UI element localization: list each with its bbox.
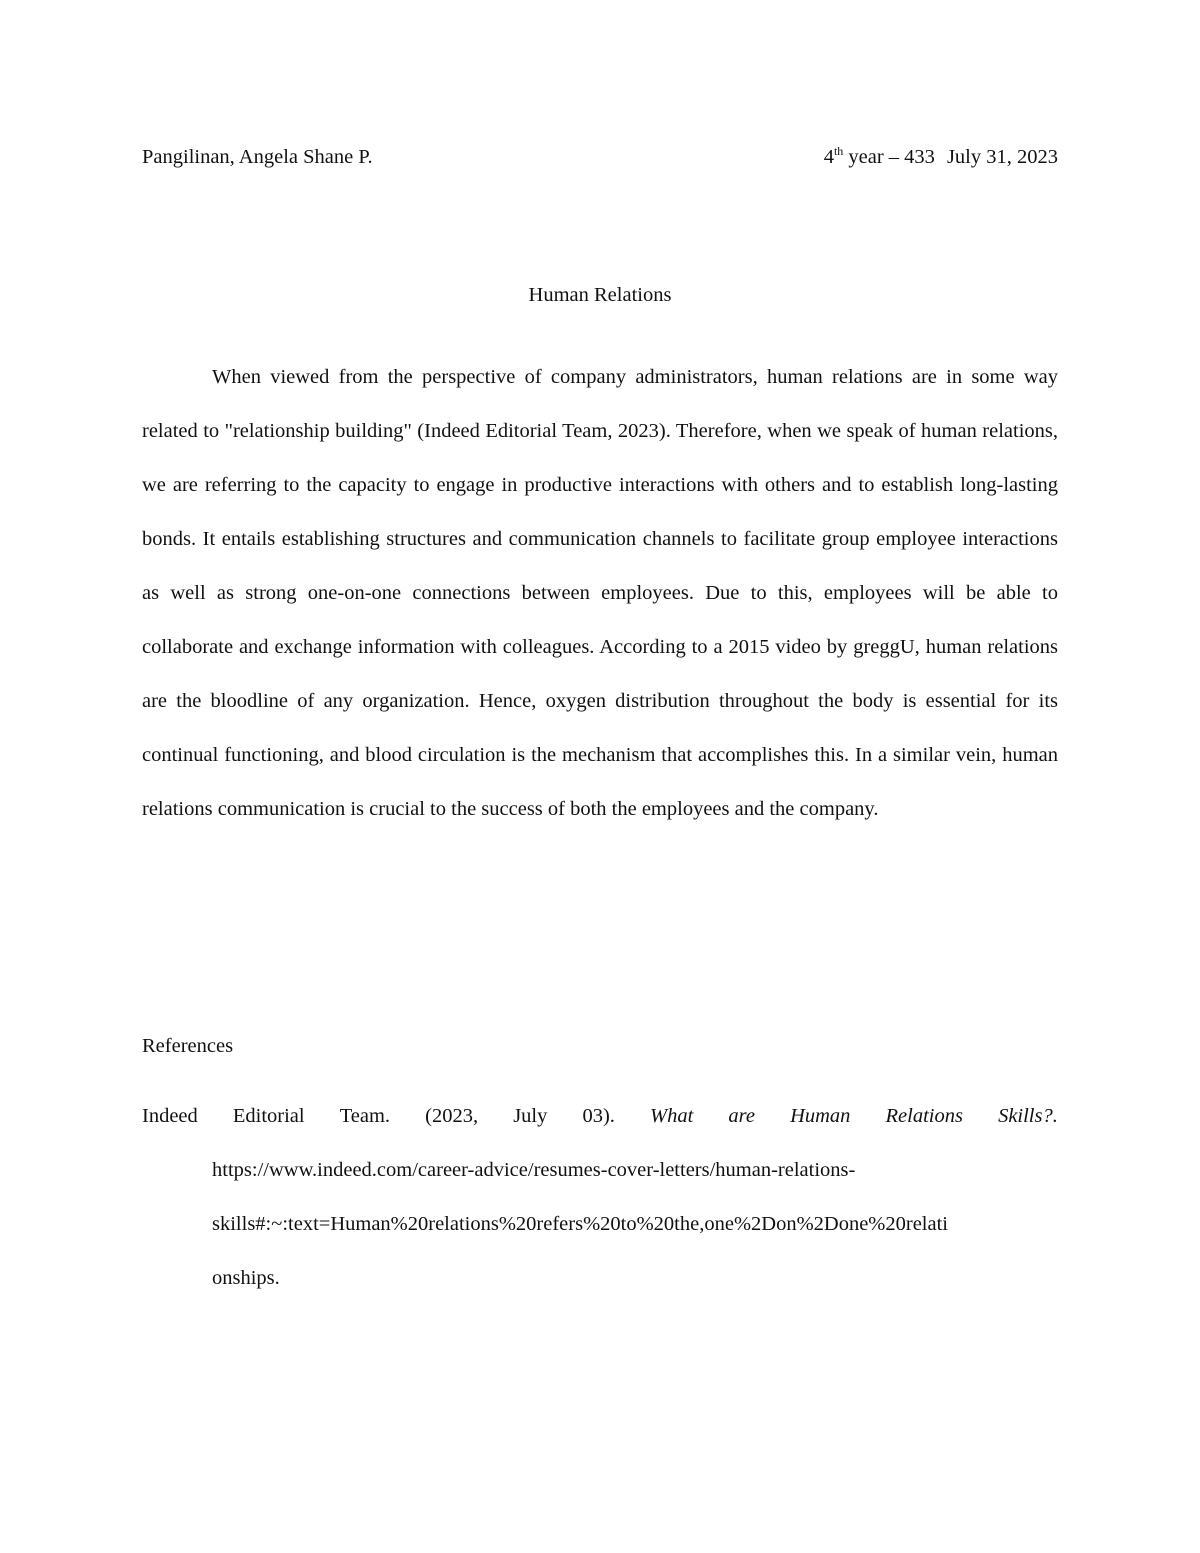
- ref-word: (2023,: [425, 1105, 479, 1127]
- references-heading: References: [142, 1035, 234, 1057]
- reference-url-line-1[interactable]: https://www.indeed.com/career-advice/resumes-cover-letters/human-relations-: [212, 1159, 856, 1181]
- year-number: 4: [823, 146, 834, 168]
- reference-url-line-3[interactable]: onships.: [212, 1267, 280, 1289]
- date: July 31, 2023: [946, 146, 1058, 168]
- header-right: [824, 142, 1058, 172]
- ref-word: Team.: [339, 1105, 391, 1127]
- year-section: year – 433: [843, 146, 935, 168]
- reference-citation-line: [142, 1089, 1058, 1143]
- body-paragraph: When viewed from the perspective of company administrators, human relations are in some way related to "relationship building" (Indeed Editorial Team, 2023). Therefore, when we speak of human relations, we are referring to the capacity to engage in productive interactions with others and to establish long-lasting bonds. It entails establishing structures and communication channels to facilitate group employee interactions as well as strong one-on-one connections between employees. Due to this, employees will be able to collaborate and exchange information with colleagues. According to a 2015 video by greggU, human relations are the bloodline of any organization. Hence, oxygen distribution throughout the body is essential for its continual functioning, and blood circulation is the mechanism that accomplishes this. In a similar vein, human relations communication is crucial to the success of both the employees and the company.: [142, 366, 1058, 820]
- year-suffix: th: [833, 144, 844, 158]
- header-row: [142, 142, 1058, 172]
- ref-word: 03).: [582, 1105, 615, 1127]
- document-title: Human Relations: [528, 284, 672, 306]
- ref-title-word: Human: [790, 1105, 851, 1127]
- reference-entry: [142, 1089, 1058, 1305]
- ref-title-word: What: [650, 1105, 694, 1127]
- ref-title-word: Relations: [885, 1105, 963, 1127]
- ref-word: July: [513, 1105, 548, 1127]
- reference-url-line-2[interactable]: skills#:~:text=Human%20relations%20refers%20to%20the,one%2Don%2Done%20relati: [212, 1213, 948, 1235]
- ref-title-word: are: [728, 1105, 755, 1127]
- author-name: Pangilinan, Angela Shane P.: [142, 146, 373, 168]
- ref-title-word: Skills?.: [998, 1105, 1058, 1127]
- ref-word: Indeed: [142, 1105, 198, 1127]
- ref-word: Editorial: [232, 1105, 305, 1127]
